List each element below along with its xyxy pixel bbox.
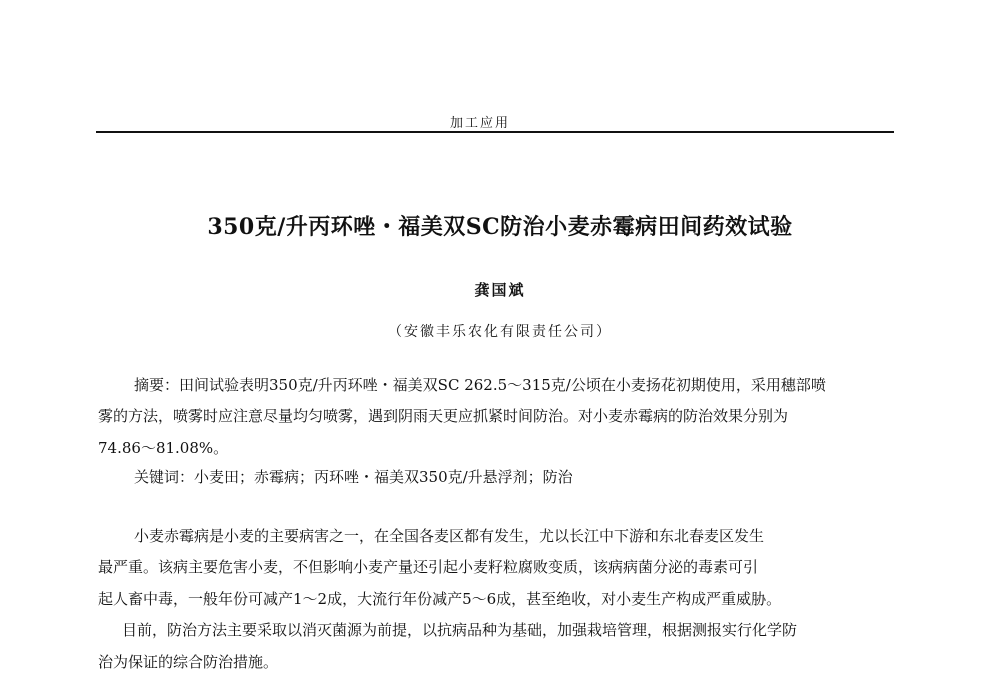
header-rule	[96, 131, 894, 133]
body-line: 起人畜中毒，一般年份可减产1～2成，大流行年份减产5～6成，甚至绝收，对小麦生产构成严重威胁。	[98, 590, 782, 608]
body-line: 小麦赤霉病是小麦的主要病害之一，在全国各麦区都有发生，尤以长江中下游和东北春麦区发生	[134, 527, 765, 545]
keywords-line: 关键词：小麦田；赤霉病；丙环唑・福美双350克/升悬浮剂；防治	[134, 468, 573, 486]
body-line: 目前，防治方法主要采取以消灭菌源为前提，以抗病品种为基础，加强栽培管理，根据测报实行化学防	[122, 621, 798, 639]
abstract-line: 74.86～81.08%。	[98, 439, 229, 457]
article-author: 龚国斌	[474, 281, 526, 299]
section-header: 加工应用	[450, 116, 511, 131]
article-title: 350克/升丙环唑・福美双SC防治小麦赤霉病田间药效试验	[207, 214, 793, 240]
article-affiliation: （安徽丰乐农化有限责任公司）	[388, 324, 612, 340]
abstract-line: 雾的方法，喷雾时应注意尽量均匀喷雾，遇到阴雨天更应抓紧时间防治。对小麦赤霉病的防治效果分别为	[98, 407, 789, 425]
body-line: 最严重。该病主要危害小麦，不但影响小麦产量还引起小麦籽粒腐败变质，该病病菌分泌的毒素可引	[98, 558, 759, 576]
body-line: 治为保证的综合防治措施。	[98, 653, 279, 671]
abstract-line: 摘要：田间试验表明350克/升丙环唑・福美双SC 262.5～315克/公顷在小麦扬花初期使用，采用穗部喷	[134, 376, 826, 394]
